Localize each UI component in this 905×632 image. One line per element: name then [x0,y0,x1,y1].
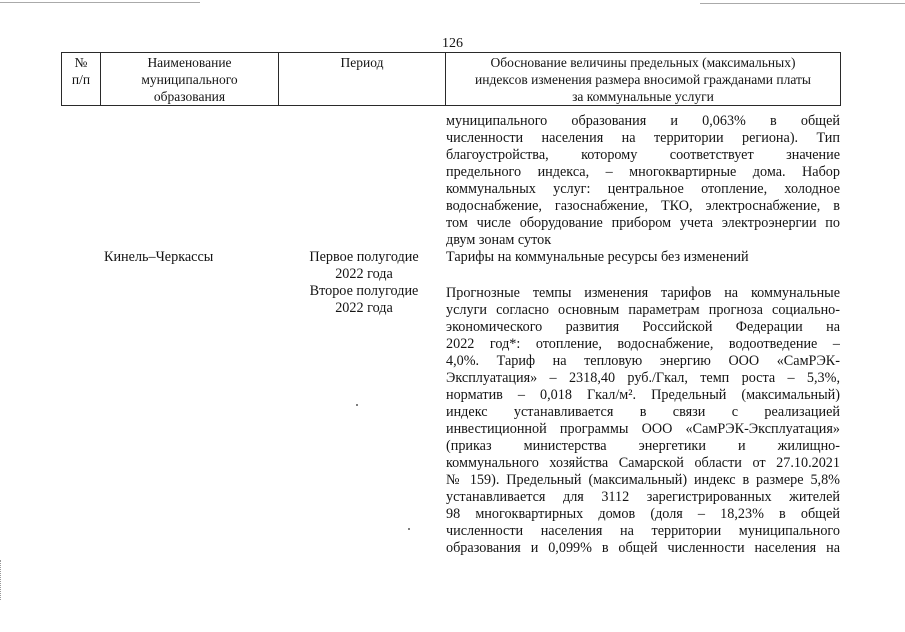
header-line: Наименование [147,55,232,70]
justification-line: Эксплуатация» – 2318,40 руб./Гкал, темп роста – 5,3%, [446,370,840,386]
scan-speck [356,404,358,406]
justification-line: норматив – 0,018 Гкал/м². Предельный (максимальный) [446,387,840,403]
justification-line: экономического развития Российской Федерации на [446,319,840,335]
period-line: Второе полугодие [309,283,419,299]
header-line: индексов изменения размера вносимой гражданами платы [475,72,811,87]
header-period [279,53,446,106]
scan-edge-line [0,2,200,3]
header-line: Обоснование величины предельных (максимальных) [490,55,796,70]
header-line: п/п [71,72,91,87]
continuation-line: благоустройства, которому соответствует значение [446,147,840,163]
justification-line: образования и 0,099% в общей численности населения на [446,540,840,556]
justification-line: (приказ министерства энергетики и жилищно- [446,438,840,454]
header-line: муниципального [141,72,238,87]
justification-line: 4,0%. Тариф на тепловую энергию ООО «СамРЭК- [446,353,840,369]
justification-line: Прогнозные темпы изменения тарифов на коммунальные [446,285,840,301]
justification-line: 98 многоквартирных домов (доля – 18,23% в общей [446,506,840,522]
header-line: № [74,55,88,70]
scan-edge-line [700,3,905,4]
justification-line: инвестиционной программы ООО «СамРЭК-Эксплуатация» [446,421,840,437]
period-line: 2022 года [335,266,393,282]
header-municipality [101,53,279,106]
continuation-line: том числе оборудование прибором учета электроэнергии по [446,215,840,231]
justification-line: услуги согласно основным параметрам прогноза социально- [446,302,840,318]
period-second-half [284,283,444,317]
continuation-line: численности населения на территории региона). Тип [446,130,840,146]
scan-speck [408,528,410,530]
justification-line: индекс устанавливается в связи с реализацией [446,404,840,420]
header-justification [446,53,841,106]
municipality-name: Кинель–Черкассы [104,249,214,265]
continuation-line: предельного индекса, – многоквартирные дома. Набор [446,164,840,180]
first-half-justification: Тарифы на коммунальные ресурсы без изменений [446,249,749,265]
page-number: 126 [442,36,463,51]
period-line: 2022 года [335,300,393,316]
header-line: Период [340,55,384,70]
header-line: за коммунальные услуги [572,89,714,104]
period-first-half [284,249,444,283]
justification-line: устанавливается для 3112 зарегистрированных жителей [446,489,840,505]
scan-edge-noise [0,560,7,600]
justification-line: № 159). Предельный (максимальный) индекс в размере 5,8% [446,472,840,488]
continuation-line: муниципального образования и 0,063% в общей [446,113,840,129]
justification-line: 2022 год*: отопление, водоснабжение, водоотведение – [446,336,840,352]
continuation-line: коммунальных услуг: центральное отопление, холодное [446,181,840,197]
justification-line: численности населения на территории муниципального [446,523,840,539]
header-number [62,53,101,106]
continuation-line: водоснабжение, газоснабжение, ТКО, электроснабжение, в [446,198,840,214]
header-line: образования [153,89,226,104]
table-header [61,52,841,106]
justification-line: коммунального хозяйства Самарской области от 27.10.2021 [446,455,840,471]
continuation-line: двум зонам суток [446,232,552,248]
period-line: Первое полугодие [309,249,419,265]
